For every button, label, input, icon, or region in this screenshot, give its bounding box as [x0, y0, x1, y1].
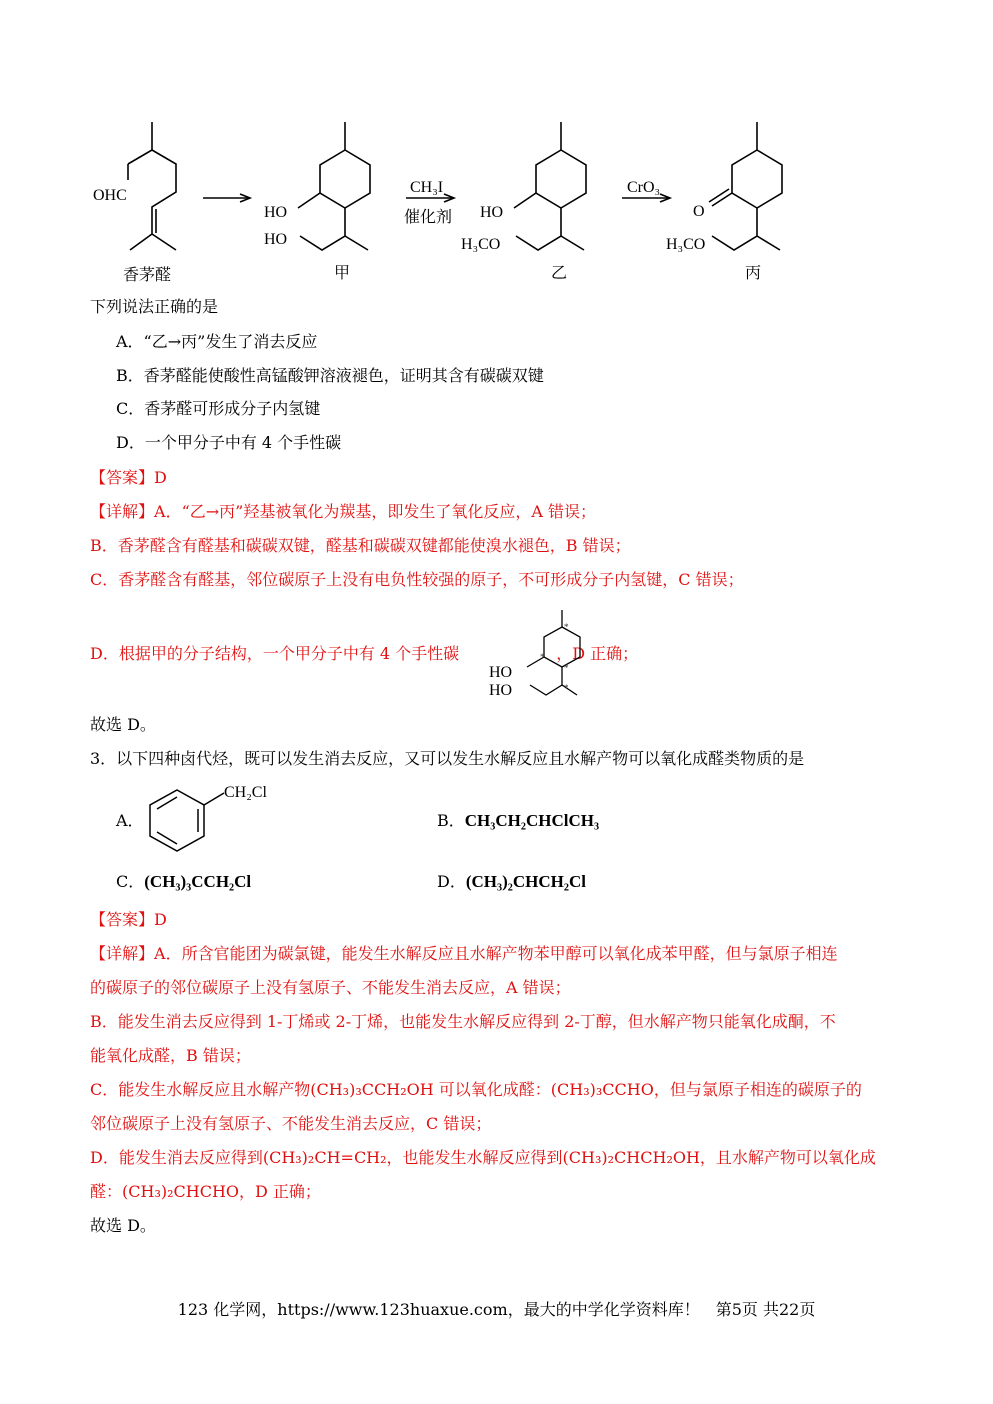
- name-bing: 丙: [745, 265, 762, 282]
- q3-detail-b2: 能氧化成醛，B 错误；: [90, 1046, 251, 1065]
- page-footer: 123 化学网，https://www.123huaxue.com，最大的中学化学资料库！ 第5页 共22页: [177, 1300, 816, 1319]
- q2-stem: 下列说法正确的是: [90, 297, 219, 316]
- ho-label-1: HO: [264, 204, 288, 221]
- ch2cl-label: CH₂Cl: [224, 784, 267, 801]
- q3-detail-tag: 【详解】: [90, 944, 155, 963]
- q3-detail-c1: C．能发生水解反应且水解产物(CH₃)₃CCH₂OH 可以氧化成醛：(CH₃)₃CCHO，但与氯原子相连的碳原子的: [90, 1080, 862, 1099]
- q2-detail-a-text: A．“乙→丙”羟基被氧化为羰基，即发生了氧化反应，A 错误；: [154, 502, 596, 521]
- q3-detail-a1: [90, 943, 838, 965]
- svg-text:*: *: [540, 652, 545, 662]
- q3-answer: 【答案】D: [90, 910, 167, 929]
- reagent-cro3: CrO₃: [627, 179, 661, 196]
- ho-label-2: HO: [264, 231, 288, 248]
- benzyl-chloride-structure: [140, 780, 290, 855]
- q3-detail-a1-text: A．所含官能团为碳氯键，能发生水解反应且水解产物苯甲醇可以氧化成苯甲醛，但与氯原子相连: [154, 944, 838, 963]
- q3-detail-d1: D．能发生消去反应得到(CH₃)₂CH=CH₂，也能发生水解反应得到(CH₃)₂CHCH₂OH，且水解产物可以氧化成: [90, 1148, 876, 1167]
- q3-detail-d2: 醛：(CH₃)₂CHCHO，D 正确；: [90, 1182, 321, 1201]
- q3-option-b-formula: CH₃CH₂CHClCH₃: [464, 811, 600, 830]
- svg-text:*: *: [564, 663, 569, 673]
- chiral-ho-1: HO: [489, 664, 513, 681]
- reagent-catalyst: 催化剂: [404, 209, 453, 226]
- q3-option-d-label: D．: [437, 872, 466, 891]
- detail-tag: 【详解】: [90, 502, 155, 521]
- name-jia: 甲: [334, 265, 351, 282]
- q2-option-c: C．香茅醛可形成分子内氢键: [116, 399, 321, 418]
- carbonyl-o-label: O: [693, 203, 705, 220]
- q3-detail-b1: B．能发生消去反应得到 1-丁烯或 2-丁烯，也能发生水解反应得到 2-丁醇，但水解产物只能氧化成酮，不: [90, 1012, 836, 1031]
- q3-option-c: [116, 871, 251, 893]
- q3-option-d: [437, 871, 586, 893]
- q3-option-c-formula: (CH₃)₃CCH₂Cl: [144, 872, 252, 891]
- q2-detail-b: B．香茅醛含有醛基和碳碳双键，醛基和碳碳双键都能使溴水褪色，B 错误；: [90, 536, 631, 555]
- h3co-label-1: H₃CO: [461, 236, 501, 253]
- name-citronellal: 香茅醛: [123, 267, 172, 284]
- name-yi: 乙: [551, 265, 568, 282]
- chiral-structure-jia: [485, 605, 595, 705]
- q3-detail-a2: 的碳原子的邻位碳原子上没有氢原子、不能发生消去反应，A 错误；: [90, 978, 571, 997]
- q3-option-c-label: C．: [116, 872, 145, 891]
- q2-option-b: B．香茅醛能使酸性高锰酸钾溶液褪色，证明其含有碳碳双键: [116, 366, 544, 385]
- q2-option-a: A．“乙→丙”发生了消去反应: [116, 332, 318, 351]
- q2-answer: 【答案】D: [90, 468, 167, 487]
- reagent-ch3i: CH₃I: [410, 179, 444, 196]
- svg-text:*: *: [564, 683, 569, 693]
- q3-option-d-formula: (CH₃)₂CHCH₂Cl: [465, 872, 586, 891]
- q2-choose: 故选 D。: [90, 715, 156, 734]
- h3co-label-2: H₃CO: [666, 236, 706, 253]
- q2-detail-c: C．香茅醛含有醛基，邻位碳原子上没有电负性较强的原子，不可形成分子内氢键，C 错误；: [90, 570, 744, 589]
- q3-option-a-label: A．: [116, 811, 144, 830]
- q3-detail-c2: 邻位碳原子上没有氢原子、不能发生消去反应，C 错误；: [90, 1114, 492, 1133]
- q3-option-b-label: B．: [437, 811, 465, 830]
- ohc-label: OHC: [93, 187, 127, 204]
- ho-label-3: HO: [480, 204, 504, 221]
- svg-text:*: *: [564, 622, 569, 632]
- q2-option-d: D．一个甲分子中有 4 个手性碳: [116, 433, 342, 452]
- q3-option-b: [437, 810, 599, 832]
- q2-detail-a: [90, 501, 596, 523]
- reaction-scheme: [0, 0, 993, 290]
- chiral-ho-2: HO: [489, 682, 513, 699]
- q2-detail-d-pre: D．根据甲的分子结构，一个甲分子中有 4 个手性碳: [90, 644, 460, 663]
- q3-choose: 故选 D。: [90, 1216, 156, 1235]
- q2-detail-d-post: ，D 正确；: [556, 644, 639, 663]
- q3-stem: 3．以下四种卤代烃，既可以发生消去反应，又可以发生水解反应且水解产物可以氧化成醛类物质的是: [90, 749, 805, 768]
